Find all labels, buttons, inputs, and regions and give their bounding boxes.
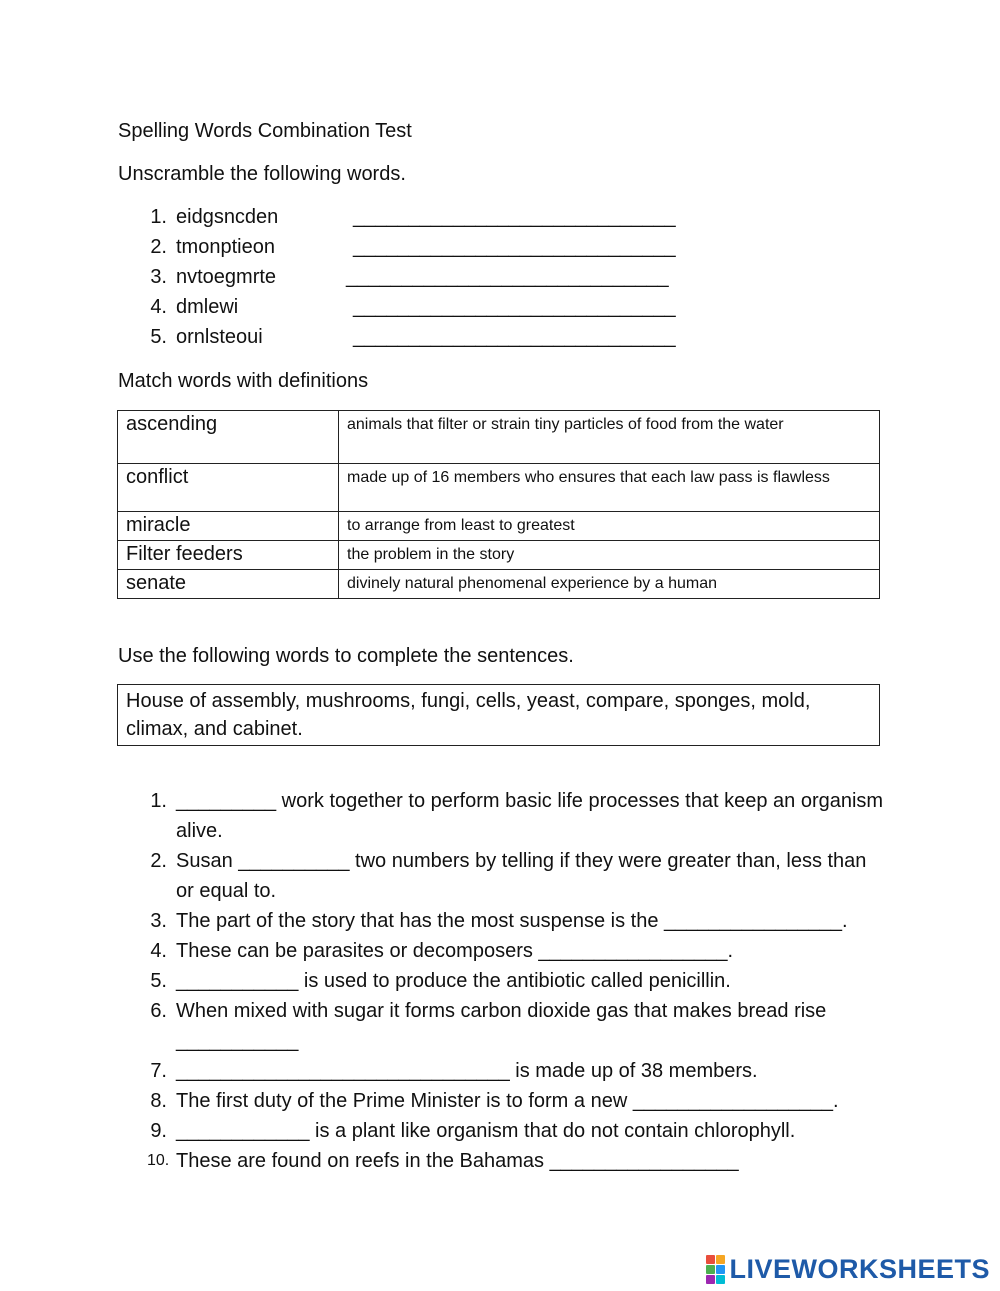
sentence-item — [147, 1086, 887, 1116]
scrambled-word: dmlewi — [176, 296, 239, 318]
sentence-text[interactable]: When mixed with sugar it forms carbon dioxide gas that makes bread rise ___________ — [176, 1000, 827, 1052]
definition-cell[interactable]: made up of 16 members who ensures that each law pass is flawless — [339, 464, 880, 512]
unscramble-instruction: Unscramble the following words. — [118, 163, 406, 185]
table-row — [118, 541, 880, 570]
unscramble-item — [147, 296, 707, 326]
sentence-text[interactable]: ___________ is used to produce the antibiotic called penicillin. — [176, 970, 731, 992]
sentence-item — [147, 846, 887, 906]
sentence-item — [147, 786, 887, 846]
sentence-text[interactable]: Susan __________ two numbers by telling if they were greater than, less than or equal to. — [176, 850, 867, 902]
term-cell[interactable]: miracle — [118, 512, 339, 541]
unscramble-item — [147, 206, 707, 236]
table-row — [118, 411, 880, 464]
sentence-text[interactable]: ______________________________ is made up of 38 members. — [176, 1060, 758, 1082]
term-cell[interactable]: conflict — [118, 464, 339, 512]
item-number: 4. — [150, 296, 167, 318]
sentence-item — [147, 936, 887, 966]
item-number: 1. — [150, 206, 167, 228]
logo-square — [706, 1255, 715, 1264]
unscramble-item — [147, 236, 707, 266]
item-number: 5. — [150, 326, 167, 348]
item-number: 2. — [150, 850, 167, 872]
unscramble-item — [147, 326, 707, 356]
liveworksheets-logo — [706, 1252, 990, 1286]
match-table — [117, 410, 880, 599]
item-number: 9. — [150, 1120, 167, 1142]
sentence-text[interactable]: The first duty of the Prime Minister is to form a new __________________. — [176, 1090, 839, 1112]
sentence-item — [147, 966, 887, 996]
sentence-item — [147, 1116, 887, 1146]
sentence-text[interactable]: _________ work together to perform basic life processes that keep an organism alive. — [176, 790, 884, 842]
sentence-text[interactable]: These are found on reefs in the Bahamas _________________ — [176, 1150, 739, 1172]
sentence-text[interactable]: The part of the story that has the most suspense is the ________________. — [176, 910, 848, 932]
answer-blank[interactable]: _____________________________ — [346, 266, 669, 288]
logo-text: LIVEWORKSHEETS — [729, 1253, 990, 1284]
definition-cell[interactable]: divinely natural phenomenal experience by a human — [339, 570, 880, 599]
sentence-item — [147, 906, 887, 936]
item-number: 6. — [150, 1000, 167, 1022]
item-number: 5. — [150, 970, 167, 992]
item-number: 8. — [150, 1090, 167, 1112]
sentence-item — [147, 996, 887, 1056]
definition-cell[interactable]: to arrange from least to greatest — [339, 512, 880, 541]
term-cell[interactable]: senate — [118, 570, 339, 599]
sentence-item — [147, 1056, 887, 1086]
table-row — [118, 570, 880, 599]
match-instruction: Match words with definitions — [118, 370, 369, 392]
word-bank: House of assembly, mushrooms, fungi, cells, yeast, compare, sponges, mold, climax, and cabinet. — [117, 684, 880, 746]
sentence-text[interactable]: These can be parasites or decomposers _________________. — [176, 940, 734, 962]
item-number: 4. — [150, 940, 167, 962]
definition-cell[interactable]: animals that filter or strain tiny particles of food from the water — [339, 411, 880, 464]
item-number: 1. — [150, 790, 167, 812]
answer-blank[interactable]: _____________________________ — [353, 206, 676, 228]
table-row — [118, 464, 880, 512]
sentence-item — [147, 1146, 887, 1176]
definition-cell[interactable]: the problem in the story — [339, 541, 880, 570]
logo-square — [716, 1265, 725, 1274]
complete-instruction: Use the following words to complete the sentences. — [118, 645, 574, 667]
unscramble-list — [147, 206, 707, 356]
scrambled-word: eidgsncden — [176, 206, 279, 228]
unscramble-item — [147, 266, 707, 296]
scrambled-word: ornlsteoui — [176, 326, 263, 348]
answer-blank[interactable]: _____________________________ — [353, 236, 676, 258]
item-number: 3. — [150, 266, 167, 288]
logo-square — [716, 1255, 725, 1264]
item-number: 7. — [150, 1060, 167, 1082]
sentence-text[interactable]: ____________ is a plant like organism that do not contain chlorophyll. — [176, 1120, 796, 1142]
answer-blank[interactable]: _____________________________ — [353, 326, 676, 348]
scrambled-word: tmonptieon — [176, 236, 275, 258]
answer-blank[interactable]: _____________________________ — [353, 296, 676, 318]
scrambled-word: nvtoegmrte — [176, 266, 277, 288]
term-cell[interactable]: Filter feeders — [118, 541, 339, 570]
term-cell[interactable]: ascending — [118, 411, 339, 464]
logo-square — [716, 1275, 725, 1284]
sentence-list — [147, 786, 887, 1176]
table-row — [118, 512, 880, 541]
item-number: 2. — [150, 236, 167, 258]
item-number: 3. — [150, 910, 167, 932]
page-title: Spelling Words Combination Test — [118, 120, 412, 142]
item-number: 10. — [147, 1152, 170, 1169]
logo-icon — [706, 1255, 725, 1284]
logo-square — [706, 1265, 715, 1274]
logo-square — [706, 1275, 715, 1284]
